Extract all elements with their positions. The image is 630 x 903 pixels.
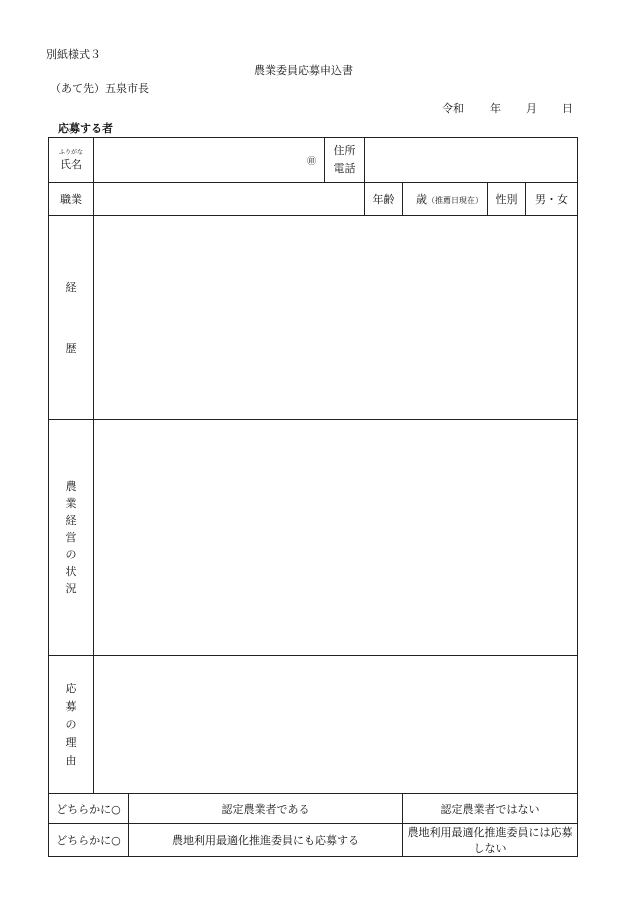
farm-status-char: 営 (65, 531, 77, 544)
phone-label: 電話 (333, 162, 356, 175)
applicant-heading: 応募する者 (58, 122, 113, 135)
choice-certified-yes[interactable]: 認定農業者である (129, 794, 403, 824)
reason-label (49, 656, 94, 794)
farm-status-char: 状 (65, 565, 77, 578)
application-form (48, 137, 578, 857)
address-phone-label-cell (325, 138, 365, 183)
choice-label-2: どちらかに○ (49, 824, 129, 857)
occupation-label: 職業 (49, 183, 94, 216)
farm-status-field[interactable] (94, 420, 578, 656)
farm-status-char: 経 (65, 514, 77, 527)
furigana-label: ふりがな (58, 148, 83, 156)
promotion-committee-row (49, 824, 578, 857)
career-char: 経 (65, 280, 77, 294)
farm-status-label (49, 420, 94, 656)
farm-status-char: 業 (65, 497, 77, 510)
career-row (49, 216, 578, 420)
occupation-row (49, 183, 578, 216)
certified-farmer-row (49, 794, 578, 824)
name-label: 氏名 (60, 157, 82, 171)
sex-options[interactable]: 男・女 (526, 183, 578, 216)
age-label: 年齢 (365, 183, 403, 216)
farm-status-row (49, 420, 578, 656)
name-row (49, 138, 578, 183)
address-label: 住所 (333, 144, 356, 157)
age-field[interactable] (403, 183, 488, 216)
choice-certified-no[interactable]: 認定農業者ではない (403, 794, 578, 824)
reason-char: 由 (65, 753, 77, 767)
career-field[interactable] (94, 216, 578, 420)
addressee: （あて先）五泉市長 (50, 82, 149, 95)
career-char: 歴 (65, 341, 77, 355)
reason-field[interactable] (94, 656, 578, 794)
name-field[interactable] (94, 138, 325, 183)
farm-status-char: 農 (65, 480, 77, 493)
address-phone-field[interactable] (365, 138, 578, 183)
form-title: 農業委員応募申込書 (254, 64, 353, 77)
name-label-cell (49, 138, 94, 183)
farm-status-char: の (65, 548, 77, 561)
farm-status-char: 況 (65, 582, 77, 595)
occupation-field[interactable] (94, 183, 365, 216)
reason-char: 応 (65, 681, 77, 695)
reason-char: 理 (65, 735, 77, 749)
reason-char: 募 (65, 699, 77, 713)
age-unit: 歳 (416, 193, 428, 206)
form-number: 別紙様式３ (46, 48, 101, 61)
reason-char: の (65, 717, 77, 731)
date-era: 令和 (442, 102, 464, 115)
reason-row (49, 656, 578, 794)
seal-mark: ㊞ (307, 156, 317, 167)
choice-label-1: どちらかに○ (49, 794, 129, 824)
date-day: 日 (562, 102, 573, 115)
date-month: 月 (526, 102, 537, 115)
date-year: 年 (490, 102, 501, 115)
career-label (49, 216, 94, 420)
choice-promotion-no[interactable]: 農地利用最適化推進委員には応募しない (403, 824, 578, 857)
sex-label: 性別 (488, 183, 526, 216)
choice-promotion-yes[interactable]: 農地利用最適化推進委員にも応募する (129, 824, 403, 857)
age-note: （推薦日現在） (427, 196, 484, 205)
